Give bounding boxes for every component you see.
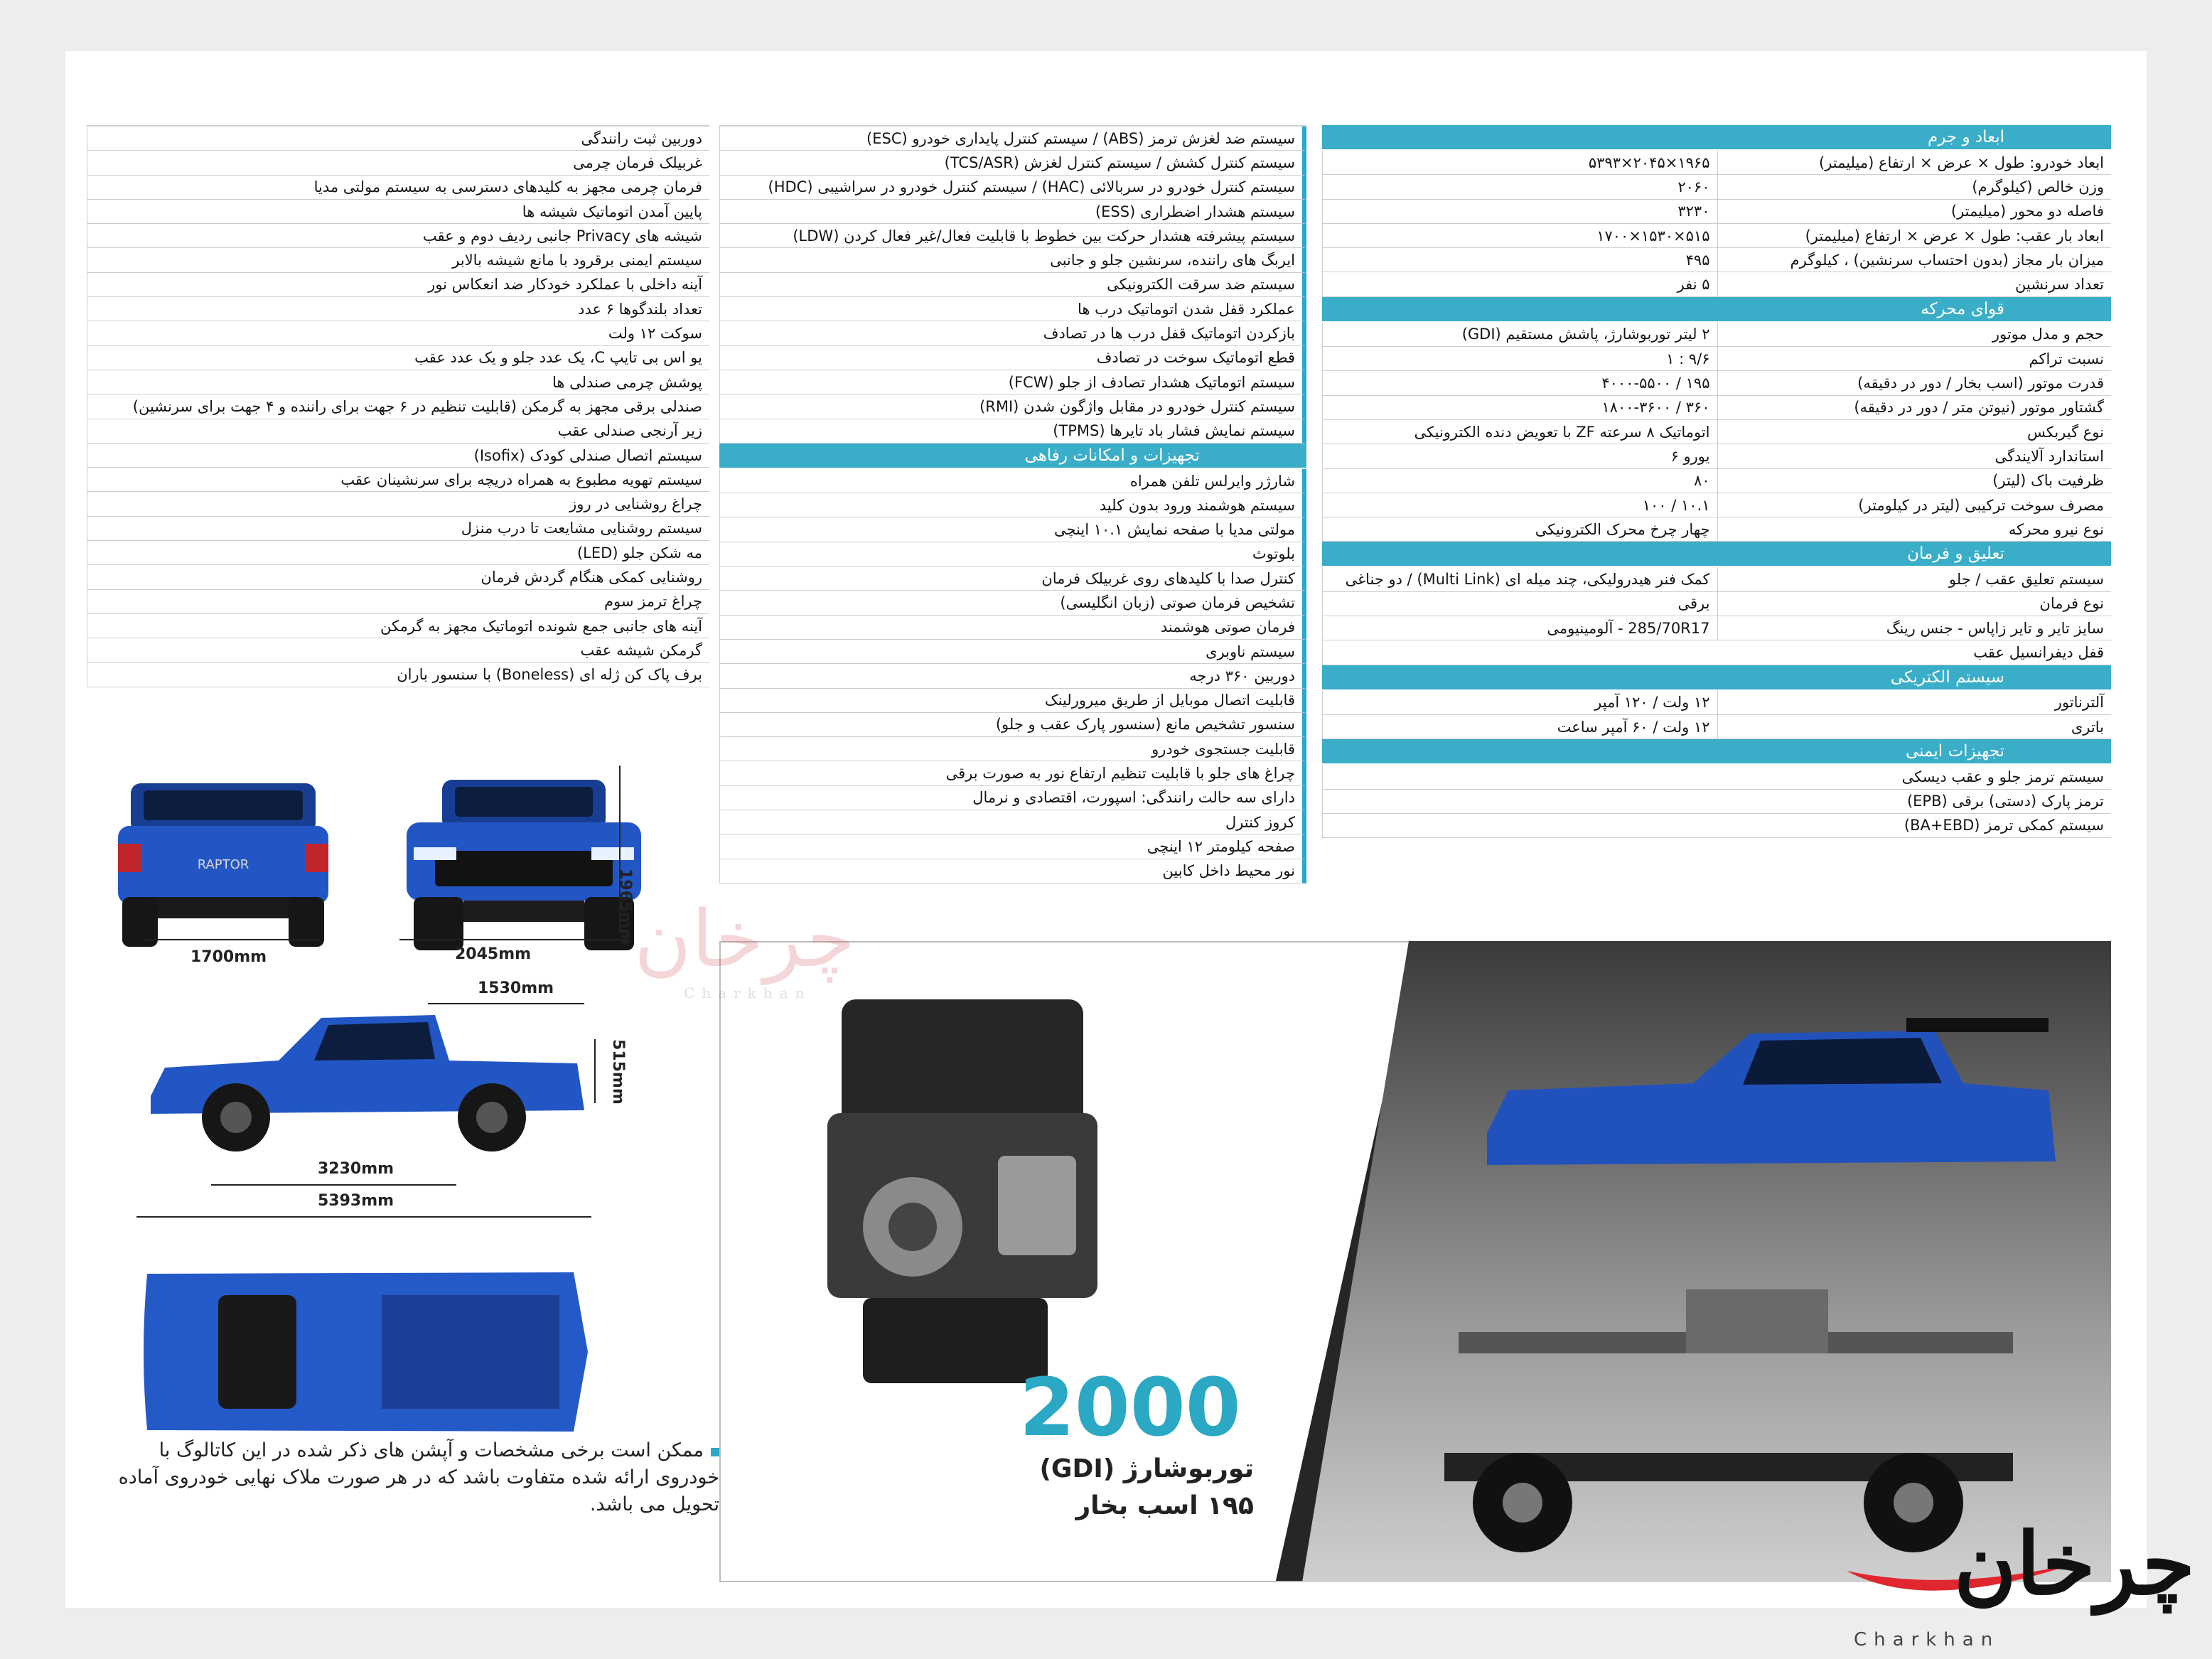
table-row [719, 542, 1306, 567]
row-label: روشنایی کمکی هنگام گردش فرمان [480, 568, 702, 586]
watermark-center: چرخان Charkhan [634, 893, 855, 1002]
row-label: چراغ ترمز سوم [604, 593, 702, 611]
spec-row [1322, 151, 2111, 175]
row-label: سیستم کنترل کشش / سیستم کنترل لغزش (TCS/ASR) [944, 154, 1295, 171]
front-width-label: 2045mm [455, 945, 532, 963]
spec-label: آلترناتور [1717, 691, 2112, 714]
spec-label: ترمز پارک (دستی) برقی (EPB) [1906, 793, 2104, 810]
spec-label: قدرت موتور (اسب بخار / دور در دقیقه) [1717, 371, 2112, 394]
spec-row [1322, 592, 2111, 616]
engine-panel [719, 941, 1410, 1582]
spec-label: قفل دیفرانسیل عقب [1973, 643, 2104, 661]
engine-power: ۱۹۵ اسب بخار [1075, 1491, 1254, 1520]
row-label: گرمکن شیشه عقب [580, 641, 702, 659]
svg-text:RAPTOR: RAPTOR [197, 857, 249, 872]
spec-row [1322, 640, 2111, 665]
spec-value: کمک فنر هیدرولیکی، چند میله ای (Multi Link) / دو جناغی [1345, 571, 1710, 589]
table-row [719, 493, 1306, 517]
bed-length-label: 1530mm [478, 979, 554, 997]
rear-width-label: 1700mm [190, 948, 267, 966]
spec-row [1322, 347, 2111, 371]
spec-value: ۵ نفر [1677, 276, 1710, 294]
spec-row [1322, 691, 2111, 715]
row-label: سیستم اتصال صندلی کودک (Isofix) [473, 446, 702, 464]
row-label: شیشه های Privacy جانبی ردیف دوم و عقب [422, 227, 702, 245]
table-row [719, 713, 1306, 737]
table-row [719, 469, 1306, 493]
spec-label: باتری [1717, 715, 2112, 739]
row-label: چراغ های جلو با قابلیت تنظیم ارتفاع نور به صورت برقی [945, 765, 1295, 783]
logo-latin: Charkhan [1854, 1629, 2000, 1650]
engine-image [785, 971, 1154, 1412]
spec-row [1322, 420, 2111, 444]
bed-height-label: 515mm [609, 1039, 627, 1105]
row-label: آینه داخلی با عملکرد خودکار ضد انعکاس نور [428, 276, 702, 294]
spec-value: ۲۰۶۰ [1677, 178, 1710, 195]
top-view-image [133, 1245, 602, 1459]
row-label: مولتی مدیا با صفحه نمایش ۱۰.۱ اینچی [1053, 521, 1295, 539]
row-label: صندلی برقی مجهز به گرمکن (قابلیت تنظیم در ۶ جهت برای راننده و ۴ جهت برای سرنشین) [132, 397, 702, 415]
table-row [719, 761, 1306, 785]
row-label: سیستم ناوبری [1206, 643, 1295, 660]
table-row [719, 664, 1306, 688]
row-label: بلوتوث [1252, 545, 1295, 563]
row-label: سیستم هشدار اضطراری (ESS) [1095, 203, 1295, 220]
section-header: تجهیزات ایمنی [1322, 739, 2111, 765]
logo-text: چرخان [1953, 1514, 2195, 1614]
table-row [719, 394, 1306, 419]
spec-label: فاصله دو محور (میلیمتر) [1717, 200, 2112, 223]
row-label: سوکت ۱۲ ولت [608, 325, 702, 343]
spec-label: میزان بار مجاز (بدون احتساب سرنشین) ، کیلوگرم [1717, 248, 2112, 272]
spec-row [1322, 224, 2111, 248]
table-row [719, 370, 1306, 394]
length-label: 5393mm [318, 1192, 394, 1210]
row-label: فرمان چرمی مجهز به کلیدهای دسترسی به سیستم مولتی مدیا [313, 178, 702, 196]
row-label: ایربگ های راننده، سرنشین جلو و جانبی [1050, 252, 1295, 269]
row-label: سیستم تهویه مطبوع به همراه دریچه برای سرنشینان عقب [340, 471, 702, 488]
row-label: صفحه کیلومتر ۱۲ اینچی [1147, 837, 1295, 855]
spec-value: اتوماتیک ۸ سرعته ZF با تعویض دنده الکترونیکی [1414, 423, 1710, 441]
table-row [719, 786, 1306, 810]
row-label: کروز کنترل [1225, 813, 1295, 831]
spec-row [1322, 200, 2111, 224]
row-label: کنترل صدا با کلیدهای روی غربیلک فرمان [1041, 569, 1295, 587]
table-row [719, 200, 1306, 224]
spec-row [1322, 323, 2111, 347]
section-header: قوای محرکه [1322, 297, 2111, 323]
spec-label: ظرفیت باک (لیتر) [1717, 469, 2112, 493]
row-label: قابلیت جستجوی خودرو [1151, 740, 1295, 758]
row-label: سیستم ایمنی برقرود با مانع شیشه بالابر [452, 252, 702, 269]
table-row [719, 346, 1306, 370]
spec-value: ۹/۶ : ۱ [1666, 350, 1710, 367]
spec-value: 285/70R17 - آلومینیومی [1547, 619, 1710, 637]
spec-label: گشتاور موتور (نیوتن متر / دور در دقیقه) [1717, 396, 2112, 419]
table-row [719, 689, 1306, 713]
spec-row [1322, 272, 2111, 296]
spec-value: ۱۰.۱ / ۱۰۰ [1642, 496, 1710, 514]
engine-type: توربوشارژ (GDI) [1039, 1454, 1254, 1483]
spec-value: چهار چرخ محرک الکترونیکی [1535, 520, 1710, 538]
row-label: نور محیط داخل کابین [1162, 862, 1295, 880]
row-label: سیستم کنترل خودرو در سربالائی (HAC) / سیستم کنترل خودرو در سراشیبی (HDC) [768, 178, 1295, 196]
row-label: آینه های جانبی جمع شونده اتوماتیک مجهز به گرمکن [380, 617, 702, 635]
table-row [719, 151, 1306, 175]
car-image [1480, 1012, 2063, 1225]
table-row [719, 737, 1306, 761]
spec-label: نوع گیربکس [1717, 420, 2112, 444]
row-label: پوشش چرمی صندلی ها [552, 373, 702, 391]
spec-row [1322, 814, 2111, 838]
table-row [719, 127, 1306, 151]
engine-displacement: 2000 [1019, 1362, 1241, 1454]
specs-table [1322, 125, 2111, 838]
row-label: سیستم پیشرفته هشدار حرکت بین خطوط با قابلیت فعال/غیر فعال کردن (LDW) [793, 227, 1295, 245]
row-label: تشخیص فرمان صوتی (زبان انگلیسی) [1060, 594, 1295, 611]
features-table-safety [719, 125, 1306, 884]
spec-row [1322, 396, 2111, 420]
table-row [719, 273, 1306, 297]
row-label: قابلیت اتصال موبایل از طریق میرورلینک [1044, 692, 1295, 709]
row-label: زیر آرنجی صندلی عقب [557, 422, 702, 440]
table-row [719, 224, 1306, 248]
spec-value: ۱۹۶۵×۲۰۴۵×۵۳۹۳ [1588, 154, 1710, 171]
spec-label: مصرف سوخت ترکیبی (لیتر در کیلومتر) [1717, 493, 2112, 517]
table-row [719, 419, 1306, 444]
row-label: عملکرد قفل شدن اتوماتیک درب ها [1077, 300, 1295, 318]
row-label: دوربین ۳۶۰ درجه [1189, 667, 1295, 684]
catalog-sheet [65, 51, 2147, 1608]
row-label: سیستم ضد سرقت الکترونیکی [1107, 276, 1295, 294]
bullet-icon [711, 1448, 719, 1456]
row-label: چراغ روشنایی در روز [569, 495, 702, 513]
table-row [719, 834, 1306, 859]
wheelbase-label: 3230mm [318, 1160, 394, 1178]
spec-label: نسبت تراکم [1717, 347, 2112, 370]
spec-label: ابعاد بار عقب: طول × عرض × ارتفاع (میلیمتر) [1717, 224, 2112, 247]
table-row [719, 810, 1306, 834]
row-label: سیستم هوشمند ورود بدون کلید [1099, 496, 1295, 514]
spec-value: ۱۹۵ / ۴۰۰۰-۵۵۰۰ [1601, 375, 1710, 392]
table-row [719, 567, 1306, 591]
spec-row [1322, 444, 2111, 468]
row-label: یو اس بی تایپ C، یک عدد جلو و یک عدد عقب [414, 349, 702, 367]
spec-label: سیستم ترمز جلو و عقب دیسکی [1901, 768, 2104, 785]
spec-value: ۴۹۵ [1685, 251, 1710, 269]
spec-row [1322, 371, 2111, 395]
spec-row [1322, 517, 2111, 542]
spec-row [1322, 469, 2111, 493]
table-row [719, 517, 1306, 542]
spec-value: ۱۲ ولت / ۶۰ آمپر ساعت [1557, 718, 1710, 736]
side-view-image [136, 989, 606, 1167]
spec-row [1322, 493, 2111, 517]
spec-label: حجم و مدل موتور [1717, 323, 2112, 346]
spec-row [1322, 567, 2111, 591]
spec-label: نوع فرمان [1717, 592, 2112, 616]
spec-label: سیستم تعلیق عقب / جلو [1717, 567, 2112, 591]
chassis-image [1416, 1247, 2056, 1559]
row-label: سیستم ضد لغزش ترمز (ABS) / سیستم کنترل پایداری خودرو (ESC) [866, 129, 1295, 147]
spec-value: ۸۰ [1693, 472, 1710, 490]
row-label: سیستم اتوماتیک هشدار تصادف از جلو (FCW) [1008, 373, 1295, 391]
section-header: ابعاد و جرم [1322, 125, 2111, 151]
table-row [719, 248, 1306, 272]
spec-value: ۳۶۰ / ۱۸۰۰-۳۶۰۰ [1601, 399, 1710, 417]
table-row [719, 297, 1306, 321]
spec-row [1322, 616, 2111, 640]
chassis-panel [1302, 941, 2111, 1582]
spec-row [1322, 765, 2111, 789]
section-header: سیستم الکتریکی [1322, 665, 2111, 691]
spec-value: ۵۱۵×۱۵۳۰×۱۷۰۰ [1596, 227, 1710, 245]
section-header: تعلیق و فرمان [1322, 542, 2111, 567]
row-label: قطع اتوماتیک سوخت در تصادف [1096, 349, 1295, 367]
spec-row [1322, 248, 2111, 272]
spec-row [1322, 175, 2111, 199]
row-label: فرمان صوتی هوشمند [1160, 618, 1295, 636]
table-row [719, 640, 1306, 664]
spec-value: برقی [1677, 595, 1710, 613]
spec-value: ۱۲ ولت / ۱۲۰ آمپر [1594, 694, 1710, 712]
row-label: سیستم کنترل خودرو در مقابل واژگون شدن (RMI) [979, 397, 1295, 415]
row-label: مه شکن جلو (LED) [576, 544, 702, 562]
row-label: تعداد بلندگوها ۶ عدد [578, 300, 702, 318]
spec-label: نوع نیرو محرکه [1717, 517, 2112, 541]
spec-value: ۳۲۳۰ [1677, 203, 1710, 220]
section-header-comfort: تجهیزات و امکانات رفاهی [719, 444, 1306, 469]
table-row [719, 591, 1306, 615]
row-label: برف پاک کن ژله ای (Boneless) با سنسور باران [397, 666, 702, 684]
spec-row [1322, 715, 2111, 739]
disclaimer-note: ممکن است برخی مشخصات و آپشن های ذکر شده در این کاتالوگ با خودروی ارائه شده متفاوت باشد که در هر صورت ملاک نهایی خودروی آماده تحویل می باشد. [118, 1439, 719, 1515]
spec-label: وزن خالص (کیلوگرم) [1717, 175, 2112, 198]
spec-label: سیستم کمکی ترمز (BA+EBD) [1904, 817, 2104, 834]
row-label: سنسور تشخیص مانع (سنسور پارک عقب و جلو) [995, 716, 1295, 734]
table-row [719, 616, 1306, 640]
spec-value: ۲ لیتر توربوشارژ، پاشش مستقیم (GDI) [1461, 326, 1710, 343]
row-label: شارژر وایرلس تلفن همراه [1129, 472, 1295, 490]
spec-label: تعداد سرنشین [1717, 272, 2112, 296]
spec-value: یورو ۶ [1670, 447, 1710, 465]
table-row [719, 859, 1306, 884]
row-label: بازکردن اتوماتیک قفل درب ها در تصادف [1043, 325, 1295, 343]
row-label: دارای سه حالت رانندگی: اسپورت، اقتصادی و نرمال [972, 789, 1295, 807]
spec-label: ابعاد خودرو: طول × عرض × ارتفاع (میلیمتر) [1717, 151, 2112, 174]
table-row [719, 176, 1306, 200]
row-label: پایین آمدن اتوماتیک شیشه ها [522, 203, 702, 220]
spec-label: سایز تایر و تایر زاپاس - جنس رینگ [1717, 616, 2112, 640]
charkhan-logo [1840, 1514, 2202, 1656]
row-label: دوربین ثبت رانندگی [581, 129, 702, 147]
table-row [719, 321, 1306, 345]
row-label: غربیلک فرمان چرمی [573, 154, 702, 171]
height-label: 1965mm [616, 869, 634, 945]
row-label: سیستم نمایش فشار باد تایرها (TPMS) [1053, 422, 1295, 440]
spec-label: استاندارد آلایندگی [1717, 444, 2112, 468]
spec-row [1322, 790, 2111, 814]
row-label: سیستم روشنایی مشایعت تا درب منزل [461, 520, 702, 537]
